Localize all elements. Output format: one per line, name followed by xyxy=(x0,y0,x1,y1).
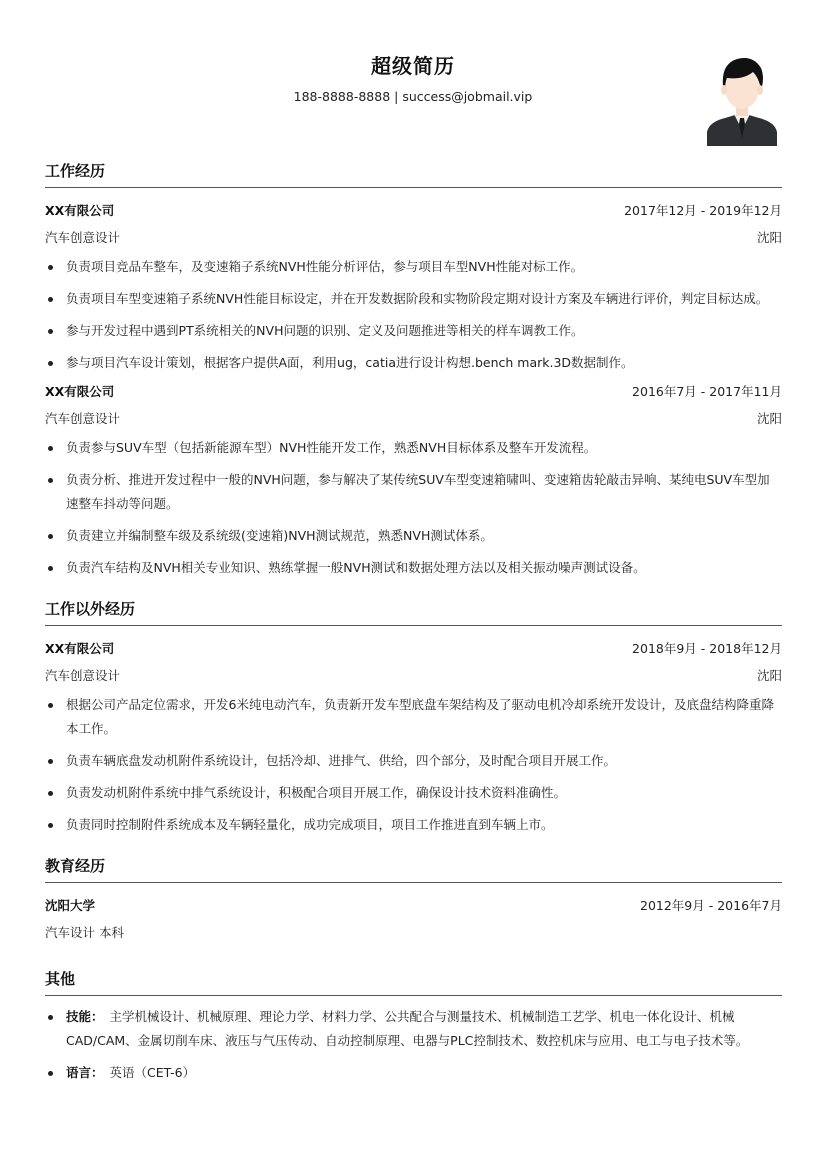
section-other xyxy=(45,968,782,1086)
skills-item xyxy=(45,1005,782,1054)
bullet-item: 负责汽车结构及NVH相关专业知识、熟练掌握一般NVH测试和数据处理方法以及相关振动噪声测试设备。 xyxy=(45,556,782,581)
entry-header xyxy=(45,635,782,662)
company-name: XX有限公司 xyxy=(45,383,115,399)
city: 沈阳 xyxy=(756,230,782,245)
bullet-item: 参与开发过程中遇到PT系统相关的NVH问题的识别、定义及问题推进等相关的样车调教工作。 xyxy=(45,319,782,344)
major: 汽车设计 本科 xyxy=(45,924,124,940)
bullet-item: 参与项目汽车设计策划，根据客户提供A面，利用ug，catia进行设计构想.bench mark.3D数据制作。 xyxy=(45,351,782,376)
bullet-item: 负责建立并编制整车级及系统级(变速箱)NVH测试规范，熟悉NVH测试体系。 xyxy=(45,524,782,549)
bullet-item: 负责分析、推进开发过程中一般的NVH问题，参与解决了某传统SUV车型变速箱啸叫、变速箱齿轮敲击异响、某纯电SUV车型加速整车抖动等问题。 xyxy=(45,468,782,517)
entry-date: 2018年9月 - 2018年12月 xyxy=(632,640,782,656)
work-entry xyxy=(45,378,782,581)
bullet-list xyxy=(45,436,782,581)
entry-subheader xyxy=(45,405,782,432)
skills-label: 技能： xyxy=(66,1008,104,1024)
resume-content xyxy=(45,160,782,1093)
skills-value: 主学机械设计、机械原理、理论力学、材料力学、公共配合与测量技术、机械制造工艺学、机电一体化设计、机械CAD/CAM、金属切削车床、液压与气压传动、自动控制原理、电器与PLC控制技术、数控机床与应用、电工与电子技术等。 xyxy=(66,1008,749,1048)
education-entry xyxy=(45,892,782,946)
section-work xyxy=(45,160,782,581)
bullet-list xyxy=(45,255,782,376)
entry-subheader xyxy=(45,662,782,689)
language-value: 英语（CET-6） xyxy=(109,1065,196,1080)
entry-subheader xyxy=(45,919,782,946)
section-title-extra: 工作以外经历 xyxy=(45,598,782,626)
section-title-other: 其他 xyxy=(45,968,782,996)
resume-name: 超级简历 xyxy=(371,54,455,78)
entry-header xyxy=(45,197,782,224)
bullet-item: 负责车辆底盘发动机附件系统设计，包括冷却、进排气、供给，四个部分，及时配合项目开展工作。 xyxy=(45,749,782,774)
section-title-work: 工作经历 xyxy=(45,160,782,188)
entry-header xyxy=(45,892,782,919)
section-extra xyxy=(45,598,782,838)
entry-header xyxy=(45,378,782,405)
contact-info: 188-8888-8888 | success@jobmail.vip xyxy=(293,89,533,104)
role: 汽车创意设计 xyxy=(45,230,121,245)
work-entry xyxy=(45,197,782,376)
company-name: XX有限公司 xyxy=(45,203,115,218)
city: 沈阳 xyxy=(756,410,782,426)
section-title-education: 教育经历 xyxy=(45,855,782,883)
role: 汽车创意设计 xyxy=(45,410,121,426)
language-label: 语言： xyxy=(66,1065,104,1080)
entry-date: 2012年9月 - 2016年7月 xyxy=(640,897,782,913)
entry-date: 2016年7月 - 2017年11月 xyxy=(632,383,782,399)
bullet-item: 负责参与SUV车型（包括新能源车型）NVH性能开发工作，熟悉NVH目标体系及整车开发流程。 xyxy=(45,436,782,461)
extra-entry xyxy=(45,635,782,838)
company-name: XX有限公司 xyxy=(45,640,115,656)
bullet-list xyxy=(45,1005,782,1086)
bullet-item: 负责同时控制附件系统成本及车辆轻量化，成功完成项目，项目工作推进直到车辆上市。 xyxy=(45,813,782,838)
bullet-item: 负责项目车型变速箱子系统NVH性能目标设定，并在开发数据阶段和实物阶段定期对设计方案及车辆进行评价，判定目标达成。 xyxy=(45,287,782,312)
bullet-list xyxy=(45,693,782,838)
entry-date: 2017年12月 - 2019年12月 xyxy=(624,203,782,218)
section-education xyxy=(45,855,782,946)
role: 汽车创意设计 xyxy=(45,667,121,683)
entry-subheader xyxy=(45,224,782,251)
avatar-icon xyxy=(703,52,781,146)
bullet-item: 负责项目竞品车整车，及变速箱子系统NVH性能分析评估，参与项目车型NVH性能对标工作。 xyxy=(45,255,782,280)
bullet-item: 负责发动机附件系统中排气系统设计，积极配合项目开展工作，确保设计技术资料准确性。 xyxy=(45,781,782,806)
city: 沈阳 xyxy=(756,667,782,683)
language-item xyxy=(45,1061,782,1086)
bullet-item: 根据公司产品定位需求，开发6米纯电动汽车，负责新开发车型底盘车架结构及了驱动电机冷却系统开发设计，及底盘结构降重降本工作。 xyxy=(45,693,782,742)
school-name: 沈阳大学 xyxy=(45,897,96,913)
